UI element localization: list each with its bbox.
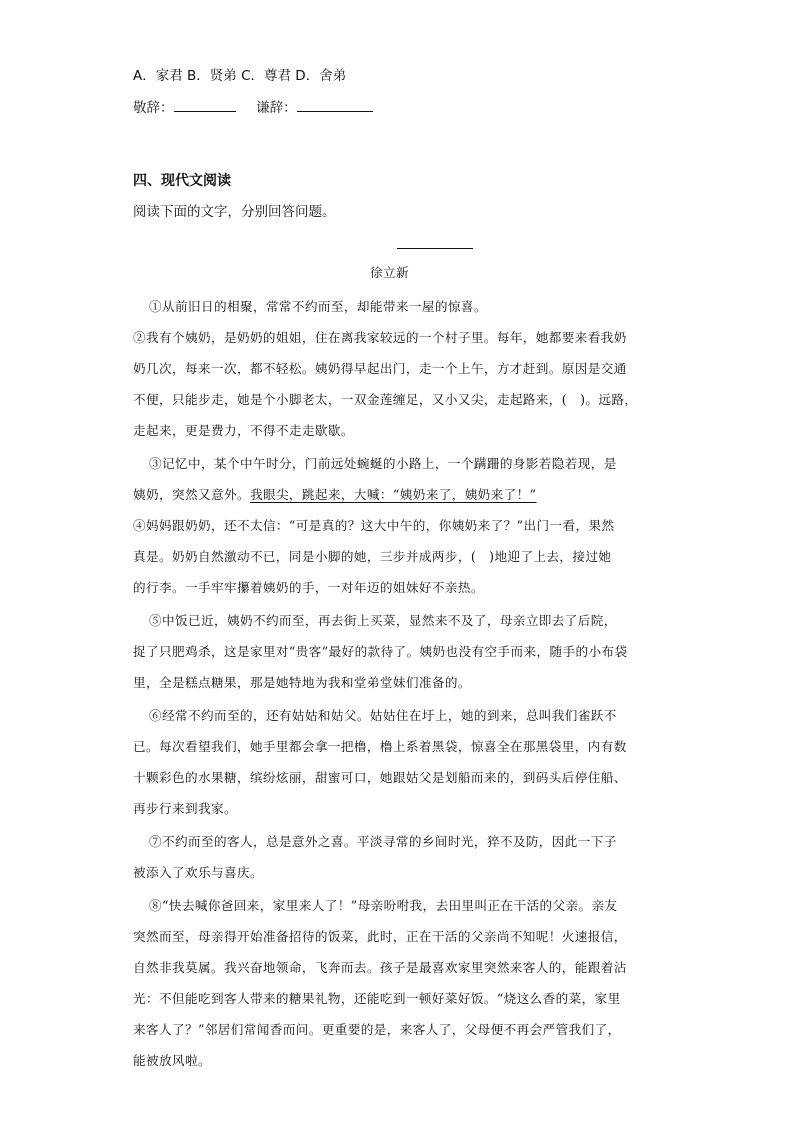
passage-line: ⑧“快去喊你爸回来，家里来人了！”母亲吩咐我，去田里叫正在干活的父亲。亲友 bbox=[149, 898, 618, 913]
passage-line: ⑦不约而至的客人，总是意外之喜。平淡寻常的乡间时光，猝不及防，因此一下子 bbox=[149, 834, 617, 849]
respect-label: 敬辞： bbox=[133, 100, 174, 116]
title-blank[interactable] bbox=[397, 248, 473, 249]
passage-line: 十颗彩色的水果糖，缤纷炫丽，甜蜜可口，她跟姑父是划船而来的，到码头后停住船、 bbox=[133, 770, 627, 785]
passage-line: 光：不但能吃到客人带来的糖果礼物，还能吃到一顿好菜好饭。“烧这么香的菜，家里 bbox=[133, 991, 621, 1006]
passage-line: 自然非我莫属。我兴奋地领命，飞奔而去。孩子是最喜欢家里突然来客人的，能跟着沾 bbox=[133, 960, 627, 975]
passage-line: 再步行来到我家。 bbox=[133, 801, 237, 816]
instruction-text: 阅读下面的文字，分别回答问题。 bbox=[133, 204, 336, 220]
passage-line: 突然而至，母亲得开始准备招待的饭菜，此时，正在干活的父亲尚不知呢！火速报信， bbox=[133, 929, 627, 944]
passage-line: 不便，只能步走，她是个小脚老太，一双金莲缠足，又小又尖，走起路来，( )。远路， bbox=[133, 392, 638, 407]
fill-in-line bbox=[133, 97, 373, 118]
passage-line: 真是。奶奶自然激动不已，同是小脚的她，三步并成两步，( )地迎了上去，接过她 bbox=[133, 549, 612, 564]
passage-line: 能被放风啦。 bbox=[133, 1053, 211, 1068]
passage-line bbox=[133, 485, 537, 505]
passage-line: 被添入了欢乐与喜庆。 bbox=[133, 865, 263, 880]
author-name: 徐立新 bbox=[370, 265, 409, 280]
passage-line: 奶几次，每来一次，都不轻松。姨奶得早起出门，走一个上午，方才赶到。原因是交通 bbox=[133, 361, 627, 376]
answer-options: A．家君 B．贤弟 C．尊君 D．舍弟 bbox=[133, 68, 347, 84]
respect-answer-blank[interactable] bbox=[174, 97, 236, 112]
passage-line-text: 姨奶，突然又意外。 bbox=[133, 487, 250, 502]
passage-line: 里，全是糕点糖果，那是她特地为我和堂弟堂妹们准备的。 bbox=[133, 675, 471, 690]
passage-line: 走起来，更是费力，不得不走走歇歇。 bbox=[133, 423, 354, 438]
passage-line: 的行李。一手牢牢攥着姨奶的手，一对年迈的姐妹好不亲热。 bbox=[133, 580, 484, 595]
humble-label: 谦辞： bbox=[256, 100, 297, 116]
passage-line: ③记忆中，某个中午时分，门前远处蜿蜒的小路上，一个蹒跚的身影若隐若现，是 bbox=[149, 456, 617, 471]
passage-line: ⑤中饭已近，姨奶不约而至，再去街上买菜，显然来不及了，母亲立即去了后院， bbox=[149, 613, 617, 628]
passage-line: ②我有个姨奶，是奶奶的姐姐，住在离我家较远的一个村子里。每年，她都要来看我奶 bbox=[133, 330, 627, 345]
humble-answer-blank[interactable] bbox=[297, 97, 373, 112]
passage-line: 已。每次看望我们，她手里都会拿一把橹，橹上系着黑袋，惊喜全在那黑袋里，内有数 bbox=[133, 739, 627, 754]
passage-line: ①从前旧日的相聚，常常不约而至，却能带来一屋的惊喜。 bbox=[149, 299, 487, 314]
passage-line: 捉了只肥鸡杀，这是家里对“贵客”最好的款待了。姨奶也没有空手而来，随手的小布袋 bbox=[133, 644, 628, 659]
passage-line: ⑥经常不约而至的，还有姑姑和姑父。姑姑住在圩上，她的到来，总叫我们雀跃不 bbox=[149, 708, 617, 723]
passage-line: 来客人了？”邻居们常闻香而问。更重要的是，来客人了，父母便不再会严管我们了， bbox=[133, 1022, 621, 1037]
section-heading: 四、现代文阅读 bbox=[133, 173, 231, 189]
passage-line: ④妈妈跟奶奶，还不太信：“可是真的？这大中午的，你姨奶来了？”出门一看，果然 bbox=[133, 518, 615, 533]
underlined-sentence: 我眼尖，跳起来，大喊：“姨奶来了，姨奶来了！” bbox=[249, 487, 537, 502]
